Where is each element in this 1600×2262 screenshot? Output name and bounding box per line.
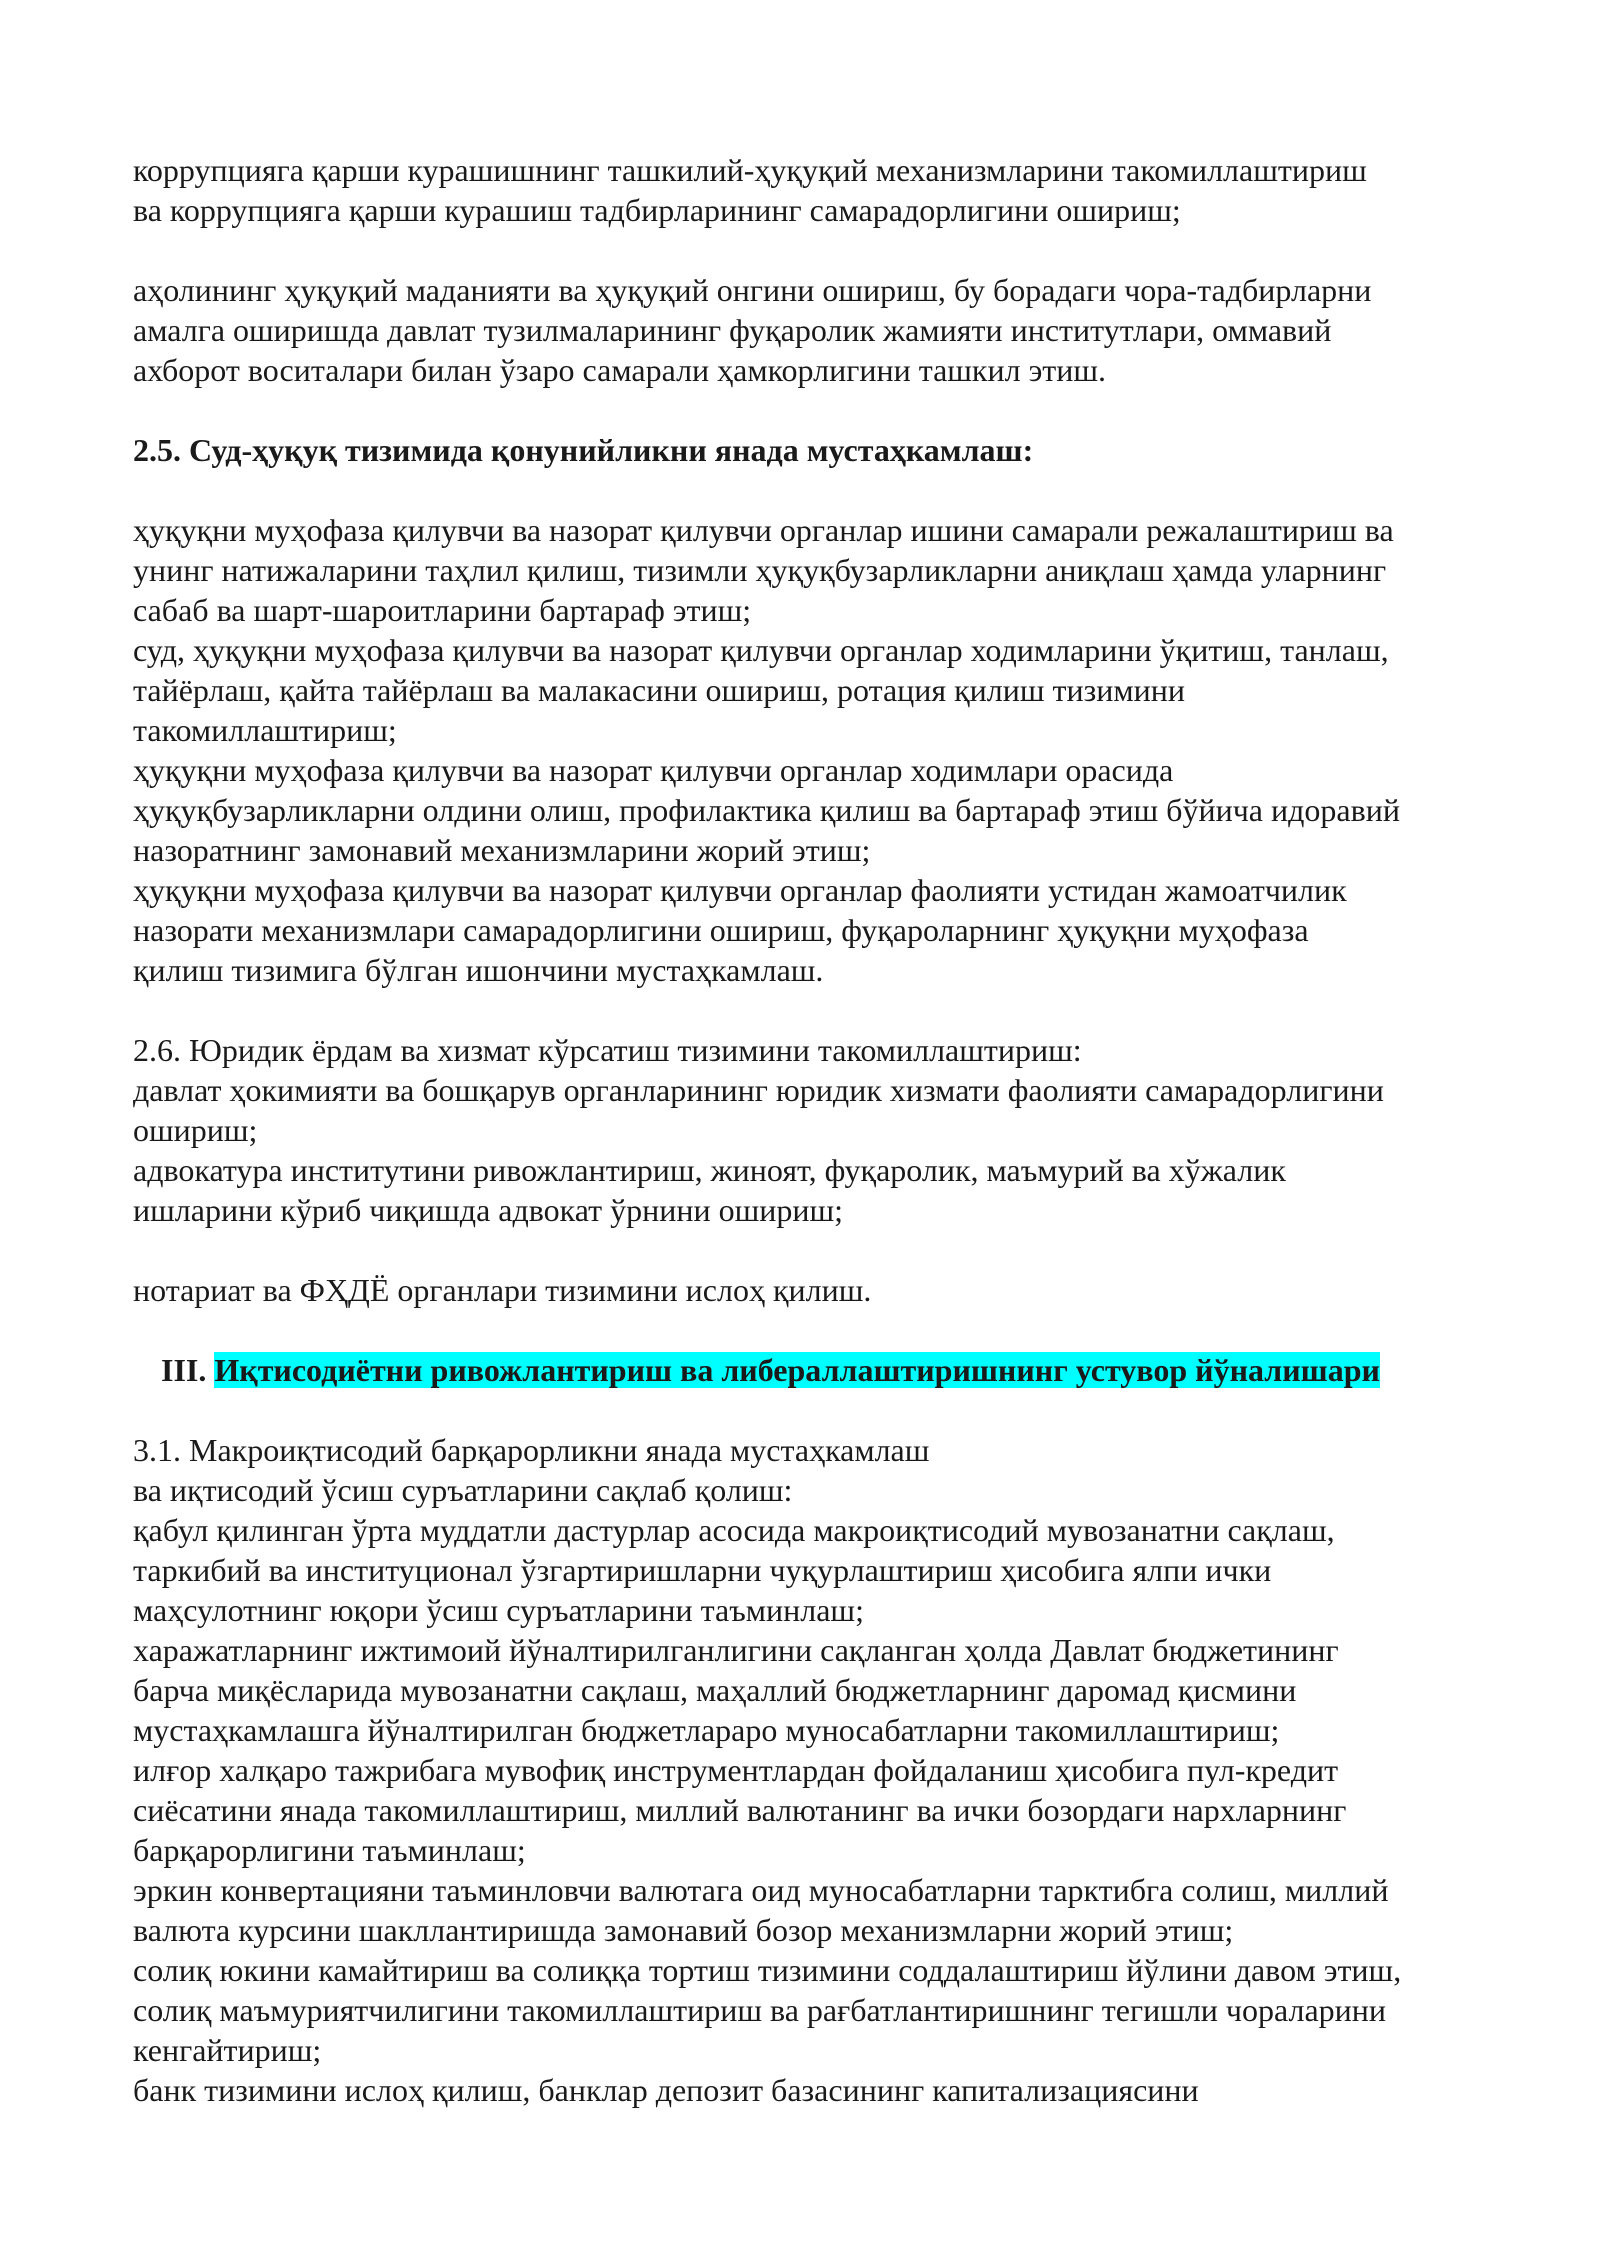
text-line: ва иқтисодий ўсиш суръатларини сақлаб қолиш: bbox=[133, 1472, 793, 1508]
text-line: ошириш; bbox=[133, 1112, 258, 1148]
paragraph-legal-aid bbox=[133, 1030, 1480, 1230]
section-number: III. bbox=[161, 1352, 215, 1388]
text-line: илғор халқаро тажрибага мувофиқ инструментлардан фойдаланиш ҳисобига пул-кредит bbox=[133, 1752, 1339, 1788]
paragraph-notary bbox=[133, 1270, 1480, 1310]
text-line: назорати механизмлари самарадорлигини ошириш, фуқароларнинг ҳуқуқни муҳофаза bbox=[133, 912, 1309, 948]
text-line: қилиш тизимига бўлган ишончини мустаҳкамлаш. bbox=[133, 952, 824, 988]
subsection-heading-2-5 bbox=[133, 430, 1480, 470]
text-line: кенгайтириш; bbox=[133, 2032, 322, 2068]
text-line: тайёрлаш, қайта тайёрлаш ва малакасини ошириш, ротация қилиш тизимини bbox=[133, 672, 1186, 708]
paragraph-legal-culture bbox=[133, 270, 1480, 390]
text-line: мустаҳкамлашга йўналтирилган бюджетлараро муносабатларни такомиллаштириш; bbox=[133, 1712, 1280, 1748]
section-title-highlighted: Иқтисодиётни ривожлантириш ва либераллаштиришнинг устувор йўналишари bbox=[214, 1352, 1380, 1388]
text-line: ҳуқуқни муҳофаза қилувчи ва назорат қилувчи органлар ходимлари орасида bbox=[133, 752, 1174, 788]
section-heading-3 bbox=[161, 1350, 1480, 1390]
text-line: барча миқёсларида мувозанатни сақлаш, маҳаллий бюджетларнинг даромад қисмини bbox=[133, 1672, 1297, 1708]
text-line: аҳолининг ҳуқуқий маданияти ва ҳуқуқий онгини ошириш, бу борадаги чора-тадбирларни bbox=[133, 272, 1372, 308]
text-line: солиқ маъмуриятчилигини такомиллаштириш ва рағбатлантиришнинг тегишли чораларини bbox=[133, 1992, 1387, 2028]
text-line: таркибий ва институционал ўзгартиришларни чуқурлаштириш ҳисобига ялпи ички bbox=[133, 1552, 1272, 1588]
text-line: амалга оширишда давлат тузилмаларининг фуқаролик жамияти институтлари, оммавий bbox=[133, 312, 1332, 348]
text-line: ҳуқуқбузарликларни олдини олиш, профилактика қилиш ва бартараф этиш бўйича идоравий bbox=[133, 792, 1400, 828]
text-line: сиёсатини янада такомиллаштириш, миллий валютанинг ва ички бозордаги нархларнинг bbox=[133, 1792, 1347, 1828]
text-line: 3.1. Макроиқтисодий барқарорликни янада мустаҳкамлаш bbox=[133, 1432, 930, 1468]
text-line: маҳсулотнинг юқори ўсиш суръатларини таъминлаш; bbox=[133, 1592, 864, 1628]
text-line: такомиллаштириш; bbox=[133, 712, 397, 748]
text-line: ишларини кўриб чиқишда адвокат ўрнини ошириш; bbox=[133, 1192, 843, 1228]
text-line: адвокатура институтини ривожлантириш, жиноят, фуқаролик, маъмурий ва хўжалик bbox=[133, 1152, 1286, 1188]
text-line: солиқ юкини камайтириш ва солиққа тортиш тизимини соддалаштириш йўлини давом этиш, bbox=[133, 1952, 1402, 1988]
text-line: қабул қилинган ўрта муддатли дастурлар асосида макроиқтисодий мувозанатни сақлаш, bbox=[133, 1512, 1335, 1548]
text-line: ва коррупцияга қарши курашиш тадбирларининг самарадорлигини ошириш; bbox=[133, 192, 1181, 228]
text-line: сабаб ва шарт-шароитларини бартараф этиш; bbox=[133, 592, 752, 628]
text-line: ҳуқуқни муҳофаза қилувчи ва назорат қилувчи органлар фаолияти устидан жамоатчилик bbox=[133, 872, 1347, 908]
text-line: коррупцияга қарши курашишнинг ташкилий-ҳуқуқий механизмларини такомиллаштириш bbox=[133, 152, 1367, 188]
text-line: назоратнинг замонавий механизмларини жорий этиш; bbox=[133, 832, 871, 868]
text-line: барқарорлигини таъминлаш; bbox=[133, 1832, 526, 1868]
text-line: унинг натижаларини таҳлил қилиш, тизимли ҳуқуқбузарликларни аниқлаш ҳамда уларнинг bbox=[133, 552, 1387, 588]
paragraph-macroeconomics bbox=[133, 1430, 1480, 2110]
text-line: эркин конвертацияни таъминловчи валютага оид муносабатларни тарктибга солиш, миллий bbox=[133, 1872, 1389, 1908]
text-line: ахборот воситалари билан ўзаро самарали ҳамкорлигини ташкил этиш. bbox=[133, 352, 1107, 388]
paragraph-law-enforcement bbox=[133, 510, 1480, 990]
text-line: харажатларнинг ижтимоий йўналтирилганлигини сақланган ҳолда Давлат бюджетининг bbox=[133, 1632, 1339, 1668]
text-line: давлат ҳокимияти ва бошқарув органларининг юридик хизмати фаолияти самарадорлигини bbox=[133, 1072, 1384, 1108]
text-line: ҳуқуқни муҳофаза қилувчи ва назорат қилувчи органлар ишини самарали режалаштириш ва bbox=[133, 512, 1394, 548]
text-line: суд, ҳуқуқни муҳофаза қилувчи ва назорат қилувчи органлар ходимларини ўқитиш, танлаш, bbox=[133, 632, 1389, 668]
heading-line: 2.5. Суд-ҳуқуқ тизимида қонунийликни янада мустаҳкамлаш: bbox=[133, 432, 1034, 468]
text-line: валюта курсини шакллантиришда замонавий бозор механизмларни жорий этиш; bbox=[133, 1912, 1234, 1948]
text-line: банк тизимини ислоҳ қилиш, банклар депозит базасининг капитализациясини bbox=[133, 2072, 1199, 2108]
text-line: нотариат ва ФҲДЁ органлари тизимини ислоҳ қилиш. bbox=[133, 1272, 872, 1308]
paragraph-anticorruption bbox=[133, 150, 1480, 230]
text-line: 2.6. Юридик ёрдам ва хизмат кўрсатиш тизимини такомиллаштириш: bbox=[133, 1032, 1082, 1068]
